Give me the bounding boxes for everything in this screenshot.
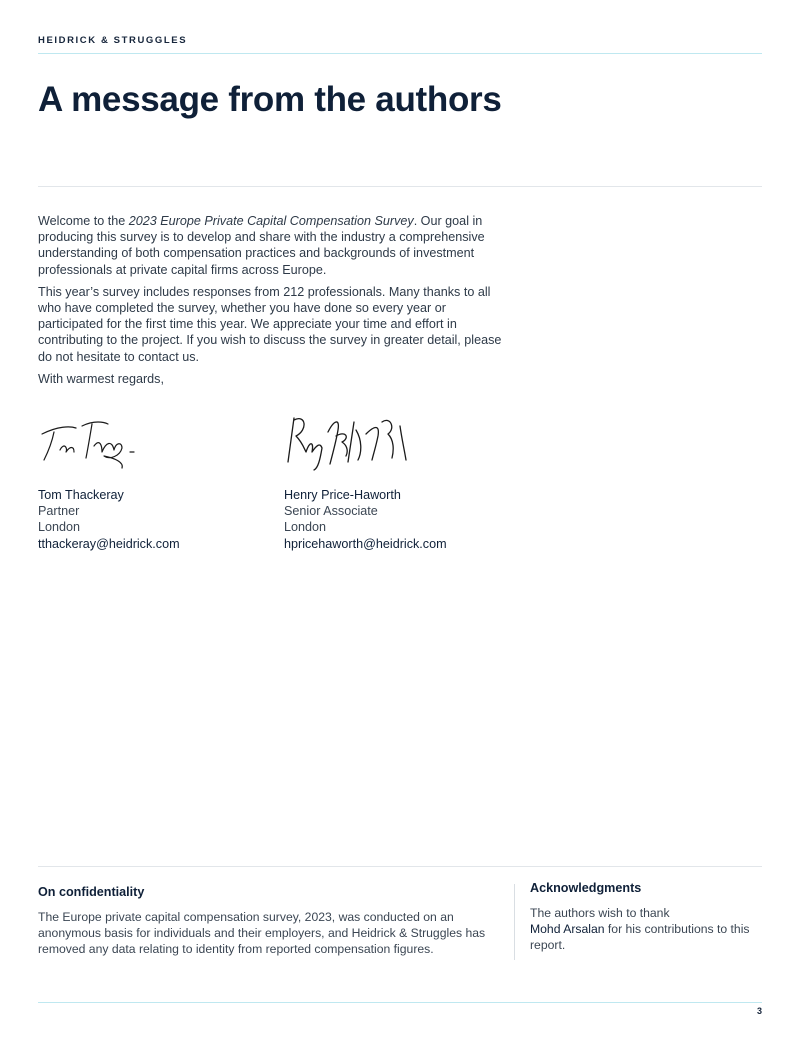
signature-tom-thackeray bbox=[38, 412, 138, 472]
author-name: Henry Price-Haworth bbox=[284, 488, 401, 502]
confidentiality-heading: On confidentiality bbox=[38, 885, 145, 899]
column-divider bbox=[514, 884, 515, 960]
author-location: London bbox=[284, 520, 327, 535]
intro-text bbox=[38, 213, 508, 393]
author-card-henry-price-haworth bbox=[284, 487, 447, 552]
ack-post: for his contributions to this report. bbox=[530, 922, 750, 952]
author-email-link[interactable]: hpricehaworth@heidrick.com bbox=[284, 536, 447, 551]
confidentiality-body: The Europe private capital compensation survey, 2023, was conducted on an anonymous basis for individuals and their employers, and Heidrick & Struggles has removed any data relating to identity from reported compensation figures. bbox=[38, 910, 486, 956]
page-number: 3 bbox=[756, 1006, 762, 1016]
author-name: Tom Thackeray bbox=[38, 488, 124, 502]
ack-pre: The authors wish to thank bbox=[530, 906, 670, 920]
author-card-tom-thackeray bbox=[38, 487, 180, 552]
footer-section-divider bbox=[38, 866, 762, 867]
header-rule bbox=[38, 53, 762, 54]
acknowledgments-body bbox=[530, 905, 750, 953]
page-title: A message from the authors bbox=[38, 80, 502, 119]
author-location: London bbox=[38, 520, 81, 535]
title-divider bbox=[38, 186, 762, 187]
author-email-link[interactable]: tthackeray@heidrick.com bbox=[38, 536, 180, 551]
survey-name: 2023 Europe Private Capital Compensation Survey bbox=[128, 214, 414, 228]
acknowledgments-heading: Acknowledgments bbox=[530, 881, 642, 895]
author-role: Senior Associate bbox=[284, 504, 378, 519]
intro-p1-post: . Our goal in producing this survey is to develop and share with the industry a comprehensive understanding of both compensation practices and backgrounds of investment professionals at private capital firms across Europe. bbox=[38, 214, 485, 277]
intro-paragraph-1 bbox=[38, 213, 508, 278]
footer-rule bbox=[38, 1002, 762, 1003]
closing-line: With warmest regards, bbox=[38, 371, 164, 386]
intro-p1-pre: Welcome to the bbox=[38, 214, 129, 228]
author-role: Partner bbox=[38, 504, 80, 519]
signature-henry-price-haworth bbox=[284, 412, 414, 472]
ack-name: Mohd Arsalan bbox=[530, 922, 605, 936]
intro-paragraph-2: This year’s survey includes responses from 212 professionals. Many thanks to all who have completed the survey, whether you have done so every year or participated for the first time this year. We appreciate your time and effort in contributing to the project. If you wish to discuss the survey in greater detail, please do not hesitate to contact us. bbox=[38, 284, 502, 364]
brand-header: HEIDRICK & STRUGGLES bbox=[38, 35, 188, 46]
acknowledgments-section bbox=[530, 881, 750, 953]
confidentiality-section bbox=[38, 885, 498, 957]
